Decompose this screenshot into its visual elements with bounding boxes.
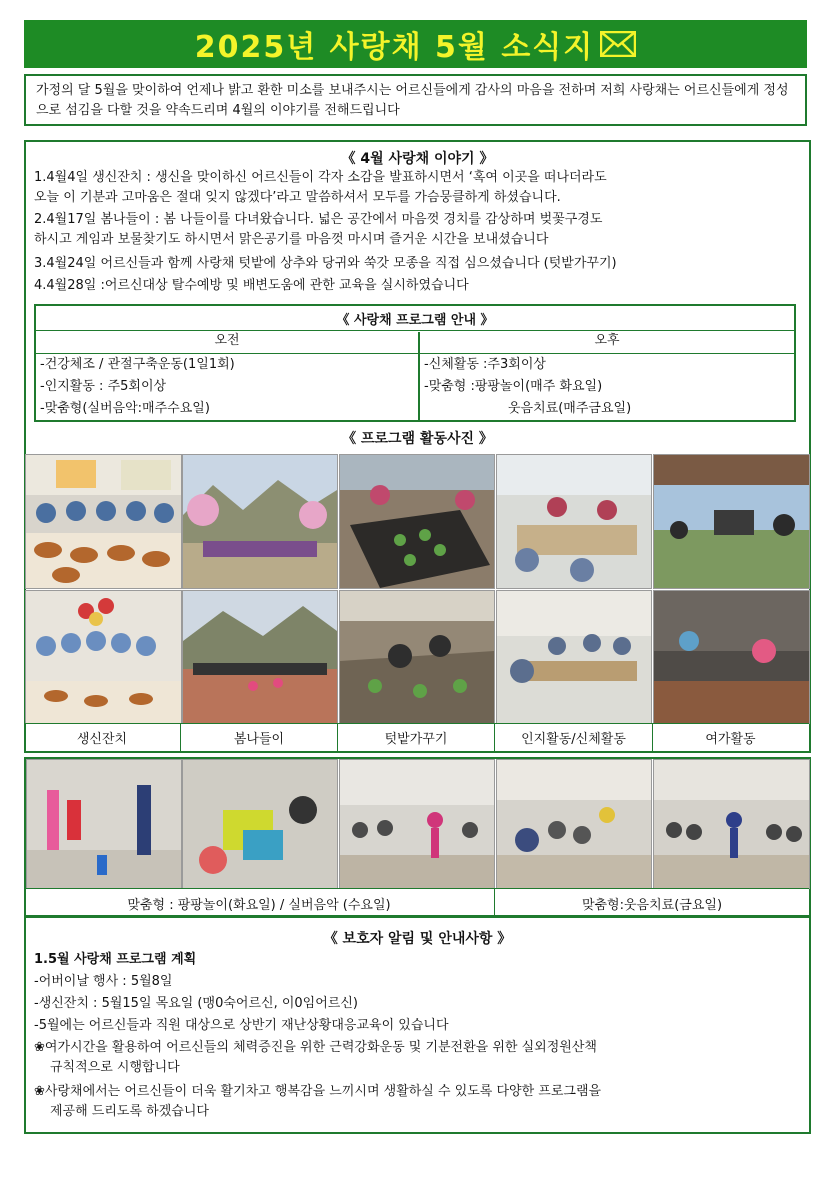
photo-laughter-2	[653, 759, 810, 889]
story-item-2a: 2.4월17일 봄나들이 : 봄 나들이를 다녀왔습니다. 넓은 공간에서 마음껏 경치를 감상하며 벚꽃구경도	[34, 212, 603, 227]
photo-birthday-party-2	[25, 590, 182, 724]
morning-item-2: -인지활동 : 주5회이상	[40, 379, 167, 394]
story-item-1a: 1.4월4일 생신잔치 : 생신을 맞이하신 어르신들이 각자 소감을 발표하시면서 ‘혹여 이곳을 떠나더라도	[34, 170, 607, 185]
notice-line-4: ❀여가시간을 활용하여 어르신들의 체력증진을 위한 근력강화운동 및 기분전환을 위한 실외정원산책	[34, 1040, 597, 1055]
story-item-3: 3.4월24일 어르신들과 함께 사랑채 텃밭에 상추와 당귀와 쑥갓 모종을 직접 심으셨습니다 (텃밭가꾸기)	[34, 256, 617, 271]
afternoon-item-3: 웃음치료(매주금요일)	[508, 401, 632, 416]
photo-leisure-1	[653, 454, 810, 589]
photo-cognitive-1	[496, 454, 652, 589]
intro-box	[24, 74, 807, 126]
notice-line-1: -어버이날 행사 : 5월8일	[34, 974, 173, 989]
envelope-icon	[600, 31, 636, 57]
notice-line-6: ❀사랑채에서는 어르신들이 더욱 활기차고 행복감을 느끼시며 생활하실 수 있도록 다양한 프로그램을	[34, 1084, 602, 1099]
caption-row-1	[24, 723, 809, 752]
photo-garden-1	[339, 454, 495, 589]
caption-spring-outing: 봄나들이	[181, 724, 338, 751]
caption-laughter: 맞춤형:웃음치료(금요일)	[581, 897, 723, 913]
table-divider	[418, 332, 420, 420]
notice-subheading: 1.5월 사랑채 프로그램 계획	[34, 952, 197, 967]
afternoon-item-1: -신체활동 :주3회이상	[424, 357, 546, 372]
notice-heading: 《 보호자 알림 및 안내사항 》	[323, 931, 512, 947]
story-item-4: 4.4월28일 :어르신대상 탈수예방 및 배변도움에 관한 교육을 실시하였습니다	[34, 278, 469, 293]
afternoon-item-2: -맞춤형 :팡팡놀이(매주 화요일)	[424, 379, 603, 394]
program-table	[34, 304, 796, 422]
photo-cognitive-2	[496, 590, 652, 724]
morning-item-1: -건강체조 / 관절구축운동(1일1회)	[40, 357, 235, 372]
story-heading: 《 4월 사랑채 이야기 》	[341, 151, 494, 167]
caption-row-2	[24, 888, 809, 918]
photo-birthday-party-1	[25, 454, 182, 589]
caption-leisure: 여가활동	[705, 732, 756, 747]
photo-pangpang-1	[26, 759, 182, 889]
notice-line-5: 규칙적으로 시행합니다	[50, 1060, 180, 1075]
notice-line-7: 제공해 드리도록 하겠습니다	[50, 1104, 209, 1119]
program-heading: 《 사랑채 프로그램 안내 》	[36, 306, 794, 331]
story-item-1b: 오늘 이 기분과 고마움은 절대 잊지 않겠다’라고 말씀하셔서 모두를 가슴뭉클하게 하셨습니다.	[34, 190, 561, 205]
afternoon-label: 오후	[594, 333, 620, 348]
photo-laughter-1	[496, 759, 652, 889]
story-item-2b: 하시고 게임과 보물찾기도 하시면서 맑은공기를 마음껏 마시며 즐거운 시간을 보내셨습니다	[34, 232, 549, 247]
page-title: 2025년 사랑채 5월 소식지	[194, 30, 595, 65]
photo-garden-2	[339, 590, 495, 724]
caption-garden: 텃밭가꾸기	[338, 724, 495, 751]
morning-label: 오전	[214, 333, 240, 348]
notice-line-3: -5월에는 어르신들과 직원 대상으로 상반기 재난상황대응교육이 있습니다	[34, 1018, 449, 1033]
photo-spring-outing-1	[182, 454, 338, 589]
intro-text: 가정의 달 5월을 맞이하여 언제나 밝고 환한 미소를 보내주시는 어르신들에게 감사의 마음을 전하며 저희 사랑채는 어르신들에게 정성으로 섬김을 다할 것을 약속드리며 4월의 이야기를 전해드립니다	[36, 83, 789, 118]
photo-spring-outing-2	[182, 590, 338, 724]
photo-leisure-2	[653, 590, 810, 724]
morning-item-3: -맞춤형(실버음악:매주수요일)	[40, 401, 210, 416]
photo-pangpang-2	[182, 759, 338, 889]
caption-birthday: 생신잔치	[24, 724, 181, 751]
title-banner	[24, 20, 807, 68]
caption-cognitive: 인지활동/신체활동	[495, 724, 653, 751]
program-header-row	[36, 331, 794, 354]
photo-silver-music	[339, 759, 495, 889]
notice-line-2: -생신잔치 : 5월15일 목요일 (맹0숙어르신, 이0임어르신)	[34, 996, 358, 1011]
photos-heading: 《 프로그램 활동사진 》	[342, 431, 493, 447]
caption-pangpang-silver: 맞춤형 : 팡팡놀이(화요일) / 실버음악 (수요일)	[24, 889, 495, 917]
